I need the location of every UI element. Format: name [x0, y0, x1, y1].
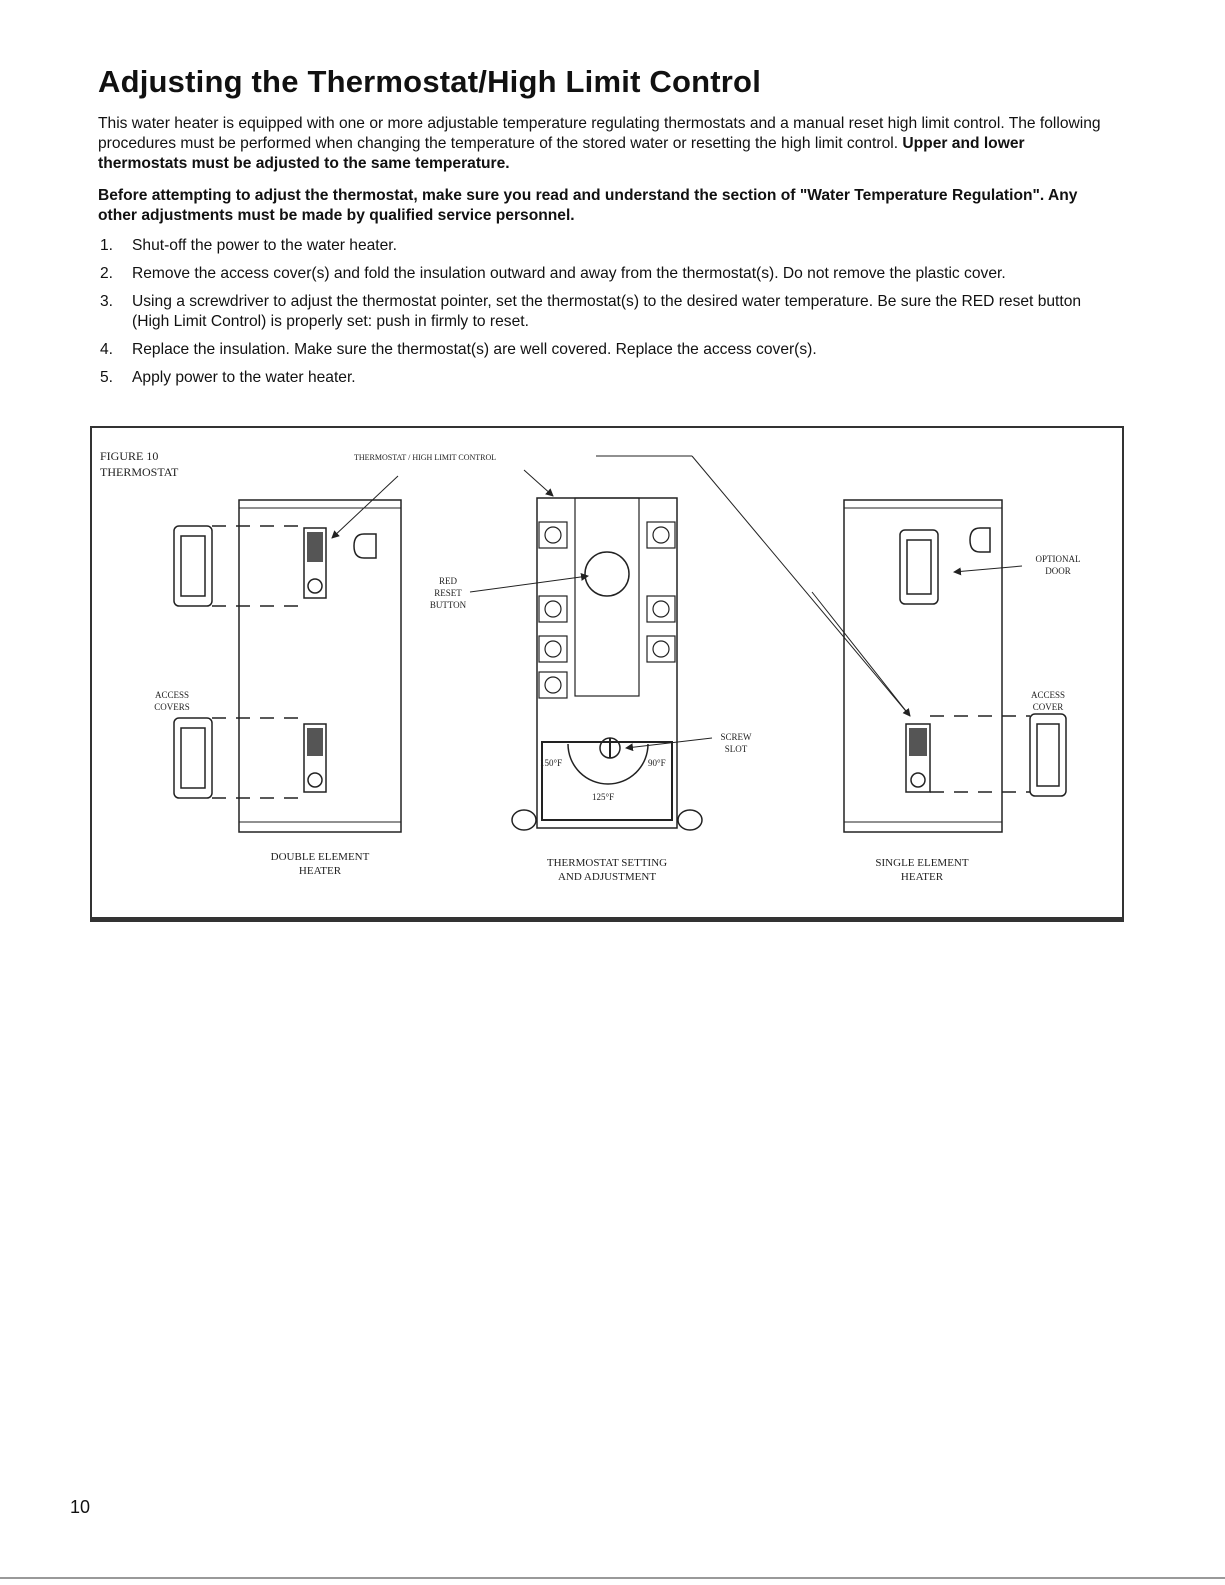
step-number: 5.: [100, 369, 114, 386]
setting-caption-1: THERMOSTAT SETTING: [546, 857, 668, 869]
optional-door: [900, 530, 938, 604]
red-reset-label-1: RED: [439, 576, 457, 586]
temp-high-label: 90°F: [648, 758, 666, 768]
step-item: [98, 236, 1118, 256]
step-item: [98, 292, 1118, 332]
step-text: Remove the access cover(s) and fold the insulation outward and away from the thermostat(s). Do not remove the plastic cover.: [132, 265, 1006, 282]
temp-mid-label: 125°F: [592, 792, 615, 802]
step-number: 4.: [100, 341, 114, 358]
control-label: THERMOSTAT / HIGH LIMIT CONTROL: [354, 453, 497, 462]
screw-slot-label-1: SCREW: [720, 732, 752, 742]
page-title: Adjusting the Thermostat/High Limit Control: [98, 64, 762, 99]
thermostat-unit: [512, 498, 702, 830]
optional-door-label-2: DOOR: [1045, 566, 1071, 576]
step-text: Using a screwdriver to adjust the thermostat pointer, set the thermostat(s) to the desired water temperature. Be sure the RED reset button (High Limit Control) is properly set: push in firmly to reset.: [132, 293, 1082, 330]
page-number: 10: [70, 1497, 91, 1517]
step-item: [98, 368, 1118, 388]
bottom-rule: [0, 1577, 1225, 1579]
single-caption-2: HEATER: [900, 871, 944, 883]
control-leader-right: [692, 456, 910, 716]
step-item: [98, 264, 1118, 284]
figure-number: FIGURE 10: [100, 449, 159, 463]
access-cover-label-1: ACCESS: [1030, 690, 1066, 700]
control-arrow-left: [332, 476, 398, 538]
access-cover: [1030, 714, 1066, 796]
double-caption-2: HEATER: [298, 865, 342, 877]
red-reset-button: [585, 552, 629, 596]
red-reset-label-3: BUTTON: [429, 600, 467, 610]
access-covers-label-2: COVERS: [154, 702, 190, 712]
access-cover-label-2: COVER: [1032, 702, 1064, 712]
step-number: 3.: [100, 293, 114, 310]
warning-paragraph: Before attempting to adjust the thermostat, make sure you read and understand the section of "Water Temperature Regulation". Any other adjustments must be made by qualified service personnel.: [98, 187, 1078, 224]
red-reset-label-2: RESET: [434, 588, 462, 598]
access-covers-label-1: ACCESS: [154, 690, 190, 700]
thermostat-diagram: [92, 428, 1122, 917]
intro-text: This water heater is equipped with one or more adjustable temperature regulating thermostats and a manual reset high limit control. The following procedures must be performed when changing the temperature of the stored water or resetting the high limit control.: [98, 115, 1101, 152]
setting-caption-2: AND ADJUSTMENT: [557, 871, 657, 883]
double-caption-1: DOUBLE ELEMENT: [270, 851, 370, 863]
step-number: 2.: [100, 265, 114, 282]
double-element-heater: [174, 500, 401, 832]
figure-10-thermostat: [90, 426, 1124, 922]
step-text: Replace the insulation. Make sure the thermostat(s) are well covered. Replace the access cover(s).: [132, 341, 817, 358]
optional-door-label-1: OPTIONAL: [1035, 554, 1081, 564]
control-arrow-center: [524, 470, 553, 496]
step-item: [98, 340, 1118, 360]
step-text: Shut-off the power to the water heater.: [132, 237, 397, 254]
screw-slot-label-2: SLOT: [724, 744, 748, 754]
intro-paragraph: [98, 114, 1118, 174]
control-arrow-right: [812, 592, 910, 716]
steps-list: [98, 236, 1118, 396]
temp-low-label: 150°F: [540, 758, 563, 768]
step-number: 1.: [100, 237, 114, 254]
single-element-heater: [844, 500, 1066, 832]
figure-name: THERMOSTAT: [100, 465, 179, 479]
intro-bold-note: Upper and lower thermostats must be adjusted to the same temperature.: [98, 135, 1025, 172]
step-text: Apply power to the water heater.: [132, 369, 356, 386]
red-reset-leader: [470, 576, 588, 592]
single-caption-1: SINGLE ELEMENT: [875, 857, 969, 869]
optional-door-leader: [954, 566, 1022, 572]
